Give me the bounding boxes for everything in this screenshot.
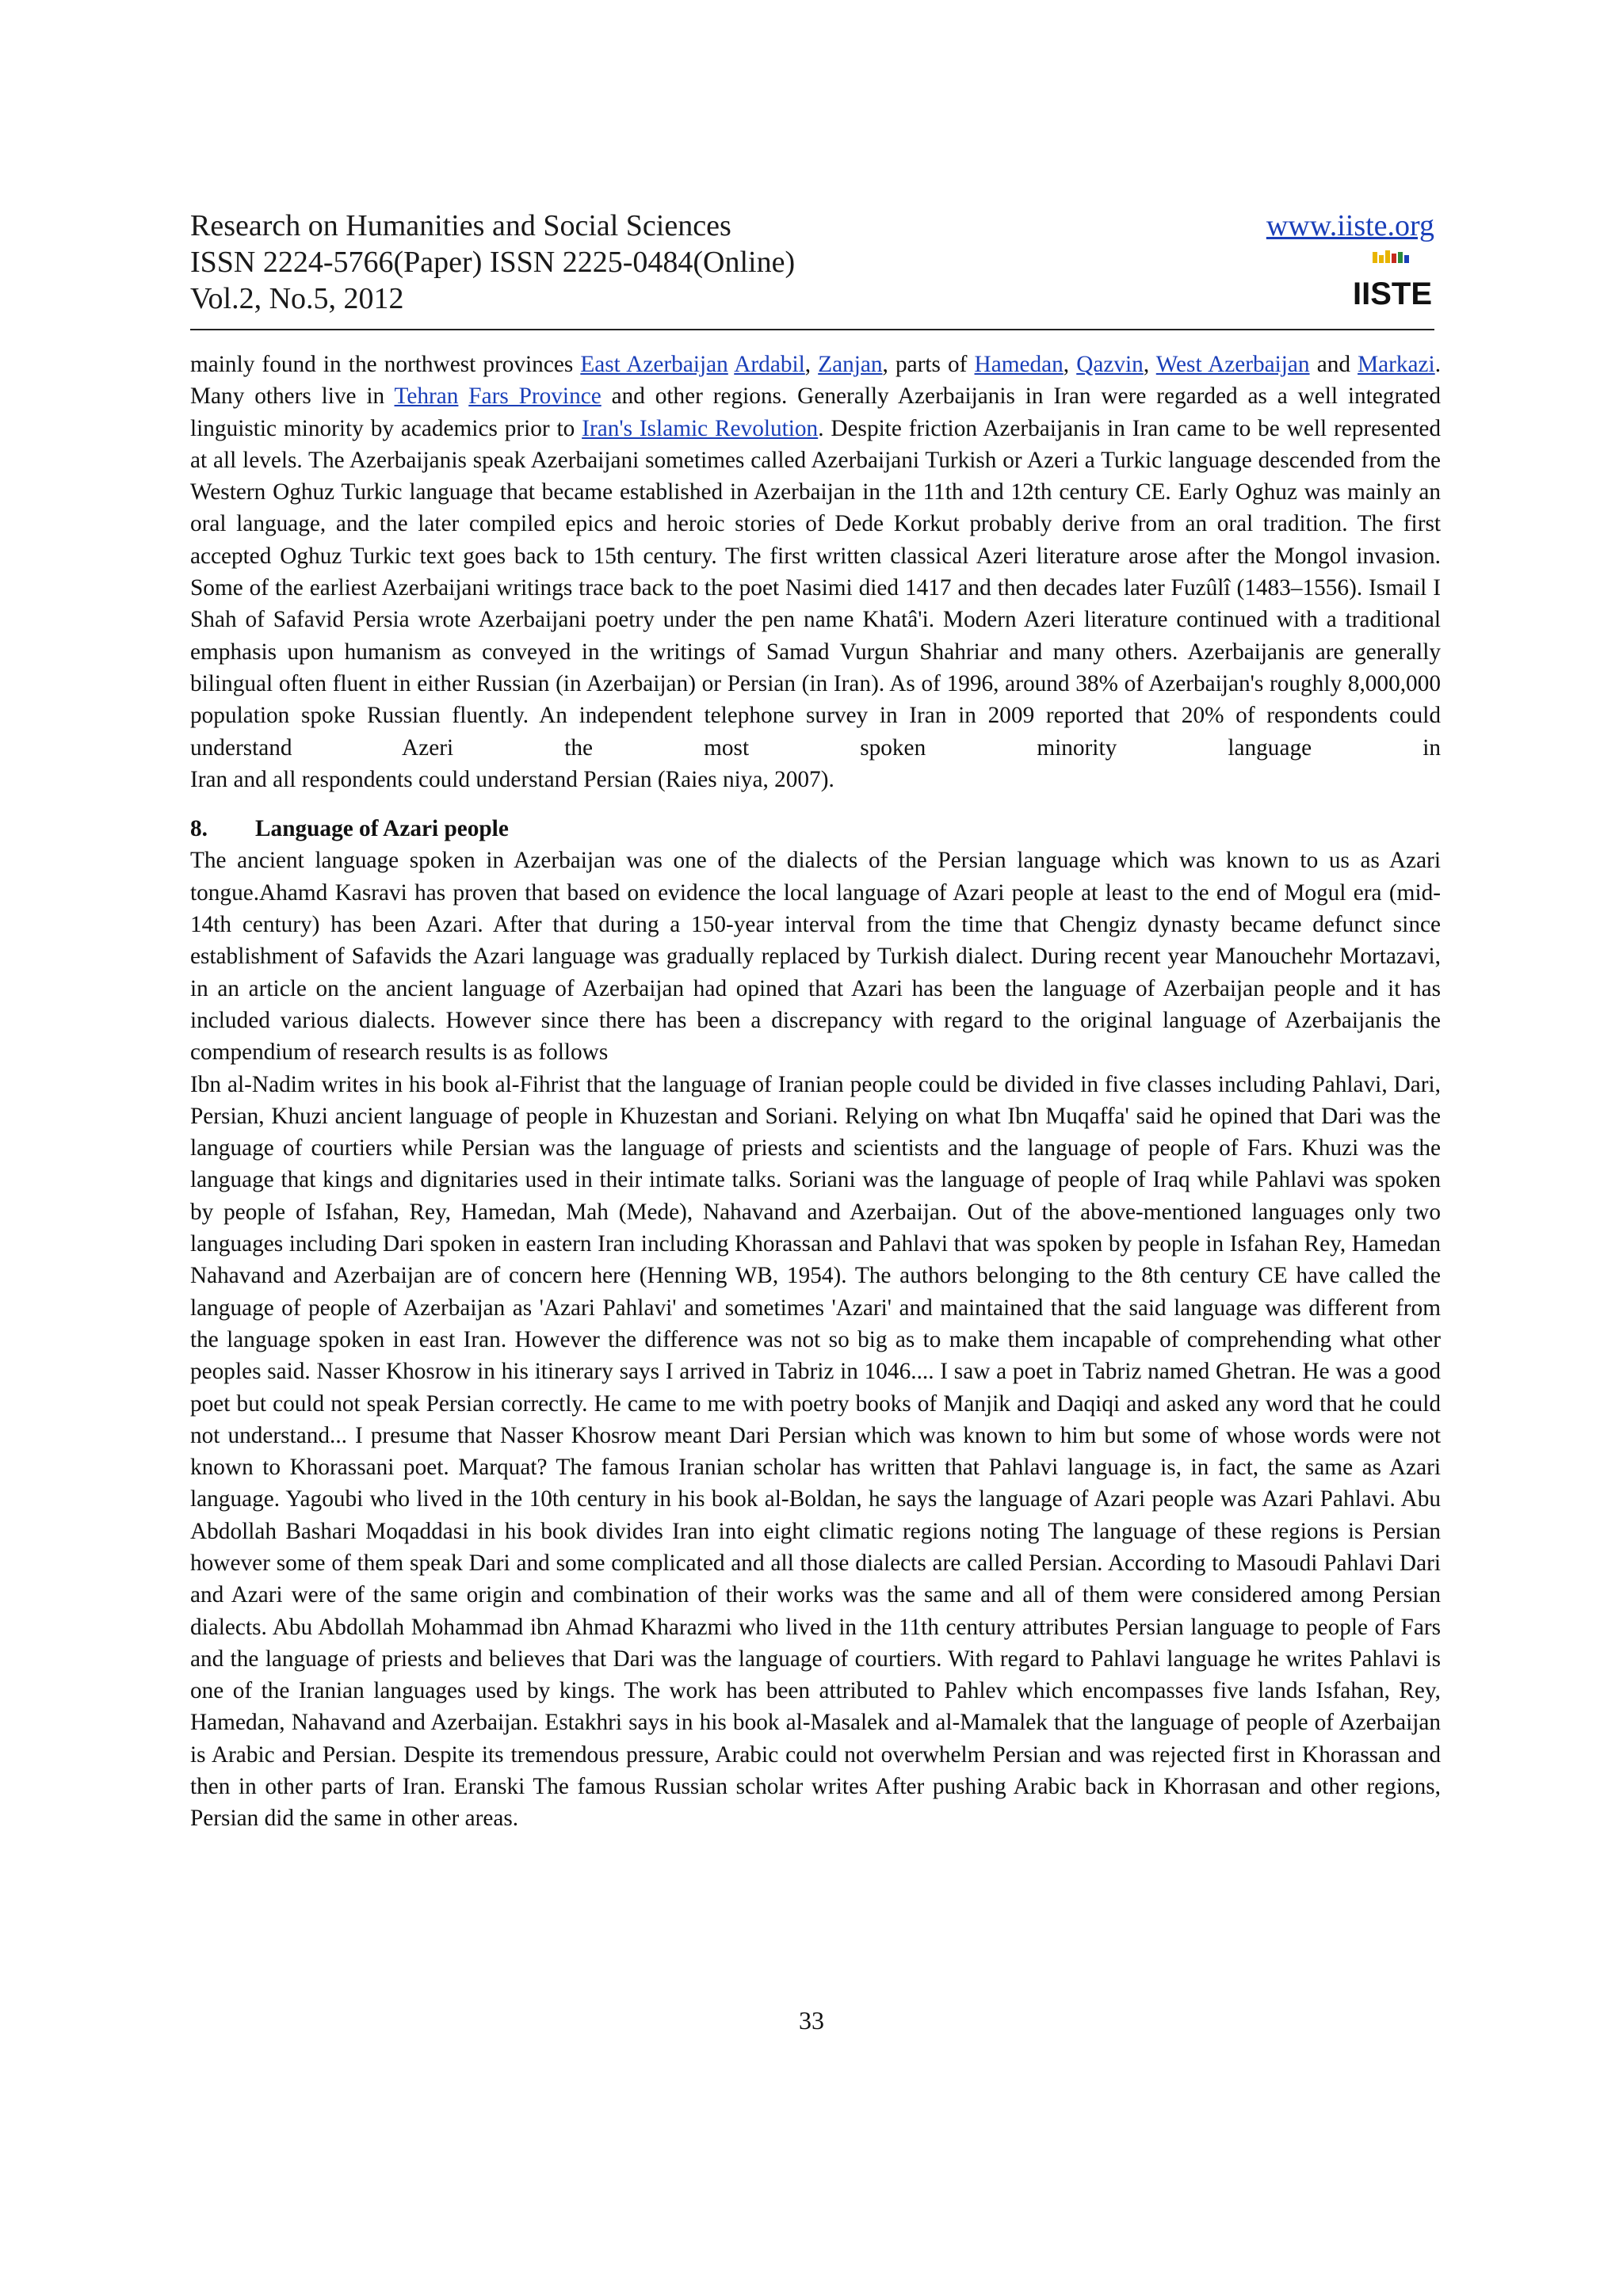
section-number: 8.: [190, 816, 208, 842]
text-run: ,: [1063, 352, 1077, 377]
journal-header: [190, 208, 1434, 326]
link-markazi[interactable]: Markazi: [1358, 352, 1435, 377]
text-run: . Despite friction Azerbaijanis in Iran came to be well represented at all levels. The Azerbaijanis speak Azerbaijani sometimes called Azerbaijani Turkish or Azeri a Turkic language descended from the Western Oghuz Turkic language that became established in Azerbaijan in the 11th and 12th century CE. Early Oghuz was mainly an oral language, and the later compiled epics and heroic stories of Dede Korkut probably derive from an oral tradition. The first accepted Oghuz Turkic text goes back to 15th century. The first written classical Azeri literature arose after the Mongol invasion. Some of the earliest Azerbaijani writings trace back to the poet Nasimi died 1417 and then decades later Fuzûlî (1483–1556). Ismail I Shah of Safavid Persia wrote Azerbaijani poetry under the pen name Khatâ'i. Modern Azeri literature continued with a traditional emphasis upon humanism as conveyed in the writings of Samad Vurgun Shahriar and many others. Azerbaijanis are generally bilingual often fluent in either Russian (in Azerbaijan) or Persian (in Iran). As of 1996, around 38% of Azerbaijan's roughly 8,000,000 population spoke Russian fluently. An independent telephone survey in Iran in 2009 reported that 20% of respondents could understand Azeri the most spoken minority language in: [190, 415, 1441, 761]
link-zanjan[interactable]: Zanjan: [818, 352, 883, 377]
text-run: and: [1309, 352, 1358, 377]
text-run: . Many others live in: [190, 352, 1442, 410]
paragraph-last-line: Iran and all respondents could understand Persian (Raies niya, 2007).: [190, 766, 834, 792]
journal-title: Research on Humanities and Social Sciences: [190, 209, 731, 242]
link-islamic-revolution[interactable]: Iran's Islamic Revolution: [582, 415, 819, 441]
text-run: and other regions. Generally Azerbaijanis in Iran were regarded as a well integrated linguistic minority by academics prior to: [190, 383, 1442, 441]
iiste-logo: [1352, 249, 1433, 311]
text-run: mainly found in the northwest provinces: [190, 352, 581, 377]
link-qazvin[interactable]: Qazvin: [1076, 352, 1144, 377]
link-east-azerbaijan[interactable]: East Azerbaijan: [580, 352, 728, 377]
page-number: 33: [799, 2006, 824, 2035]
logo-bars-icon: [1373, 250, 1409, 263]
header-divider: [190, 329, 1434, 330]
text-run: , parts of: [882, 352, 975, 377]
paragraph-ibn-al-nadim: Ibn al-Nadim writes in his book al-Fihrist that the language of Iranian people could be divided in five classes including Pahlavi, Dari, Persian, Khuzi ancient language of people in Khuzestan and Soriani. Relying on what Ibn Muqaffa' said he opined that Dari was the language of courtiers while Persian was the language of priests and scientists and the language of people of Fars. Khuzi was the language that kings and dignitaries used in their intimate talks. Soriani was the language of people of Iraq while Pahlavi was spoken by people of Isfahan, Rey, Hamedan, Mah (Mede), Nahavand and Azerbaijan. Out of the above-mentioned languages only two languages including Dari spoken in eastern Iran including Khorassan and Pahlavi that was spoken by people in Isfahan Rey, Hamedan Nahavand and Azerbaijan are of concern here (Henning WB, 1954). The authors belonging to the 8th century CE have called the language of people of Azerbaijan as 'Azari Pahlavi' and sometimes 'Azari' and maintained that the said language was different from the language spoken in east Iran. However the difference was not so big as to make them incapable of comprehending what other peoples said. Nasser Khosrow in his itinerary says I arrived in Tabriz in 1046.... I saw a poet in Tabriz named Ghetran. He was a good poet but could not speak Persian correctly. He came to me with poetry books of Manjik and Daqiqi and asked any word that he could not understand... I presume that Nasser Khosrow meant Dari Persian which was known to him but some of whose words were not known to Khorassani poet. Marquat? The famous Iranian scholar has written that Pahlavi language is, in fact, the same as Azari language. Yagoubi who lived in the 10th century in his book al-Boldan, he says the language of Azari people was Azari Pahlavi. Abu Abdollah Bashari Moqaddasi in his book divides Iran into eight climatic regions noting The language of these regions is Persian however some of them speak Dari and some complicated and all those dialects are called Persian. According to Masoudi Pahlavi Dari and Azari were of the same origin and combination of their works was the same and all of them were considered among Persian dialects. Abu Abdollah Mohammad ibn Ahmad Kharazmi who lived in the 11th century attributes Persian language to people of Fars and the language of priests and believes that Dari was the language of courtiers. With regard to Pahlavi language he writes Pahlavi is one of the Iranian languages used by kings. The work has been attributed to Pahlev which encompasses five lands Isfahan, Rey, Hamedan, Nahavand and Azerbaijan. Estakhri says in his book al-Masalek and al-Mamalek that the language of people of Azerbaijan is Arabic and Persian. Despite its tremendous pressure, Arabic could not overwhelm Persian and was rejected first in Khorassan and then in other parts of Iran. Eranski The famous Russian scholar writes After pushing Arabic back in Khorrasan and other regions, Persian did the same in other areas.: [190, 1071, 1441, 1832]
section-title: Language of Azari people: [255, 816, 509, 842]
text-run: ,: [1143, 352, 1156, 377]
article-body: [190, 349, 1441, 1835]
section-heading: [190, 813, 1441, 845]
link-tehran[interactable]: Tehran: [394, 383, 459, 410]
link-west-azerbaijan[interactable]: West Azerbaijan: [1155, 352, 1310, 377]
text-run: ,: [804, 352, 819, 377]
link-ardabil[interactable]: Ardabil: [734, 352, 805, 377]
link-hamedan[interactable]: Hamedan: [974, 352, 1064, 377]
website-link[interactable]: www.iiste.org: [1266, 209, 1434, 242]
paragraph-ancient-language: The ancient language spoken in Azerbaijan was one of the dialects of the Persian language which was known to us as Azari tongue.Ahamd Kasravi has proven that based on evidence the local language of Azari people at least to the end of Mogul era (mid-14th century) has been Azari. After that during a 150-year interval from the time that Chengiz dynasty became defunct since establishment of Safavids the Azari language was gradually replaced by Turkish dialect. During recent year Manouchehr Mortazavi, in an article on the ancient language of Azerbaijan had opined that Azari has been the language of Azerbaijan people and it has included various dialects. However since there has been a discrepancy with regard to the original language of Azerbaijanis the compendium of research results is as follows: [190, 848, 1441, 1066]
journal-volume: Vol.2, No.5, 2012: [190, 282, 404, 315]
paragraph-continuation: [190, 349, 1441, 795]
logo-text: IISTE: [1352, 277, 1433, 311]
journal-issn: ISSN 2224-5766(Paper) ISSN 2225-0484(Online): [190, 246, 796, 279]
link-fars-province[interactable]: Fars Province: [468, 383, 601, 410]
